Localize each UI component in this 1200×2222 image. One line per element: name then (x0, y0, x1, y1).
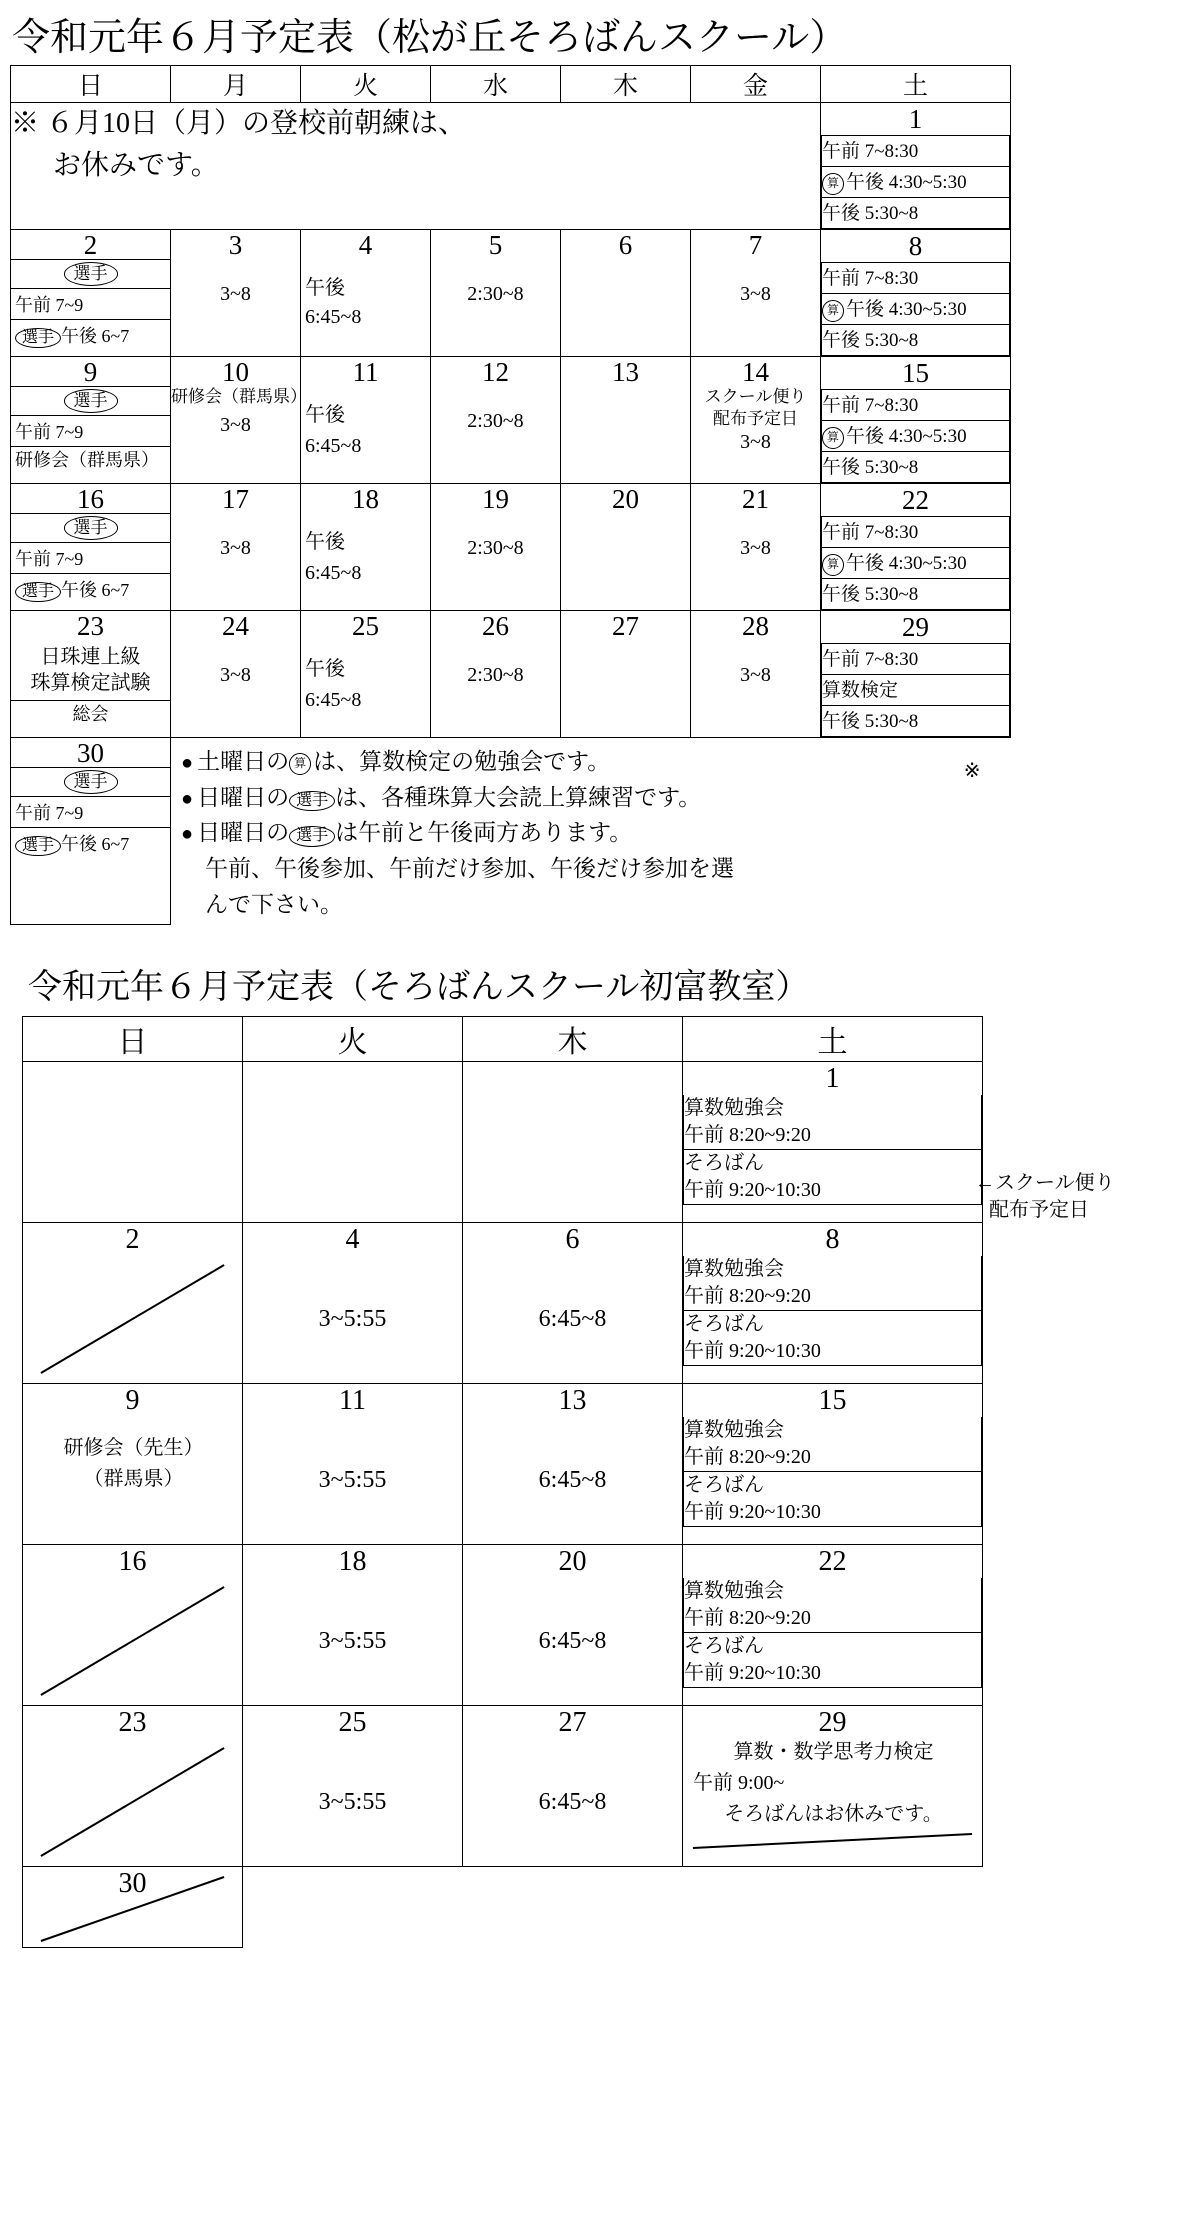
tue-4-time-2: 6:45~8 (305, 306, 362, 329)
header-sat: 土 (821, 66, 1011, 103)
sansu-badge-icon: 算 (822, 173, 844, 195)
sat-block-1 (684, 1578, 982, 1633)
calendar-one-header-row (11, 66, 1011, 103)
fri-14-note-2: 配布予定日 (713, 408, 798, 428)
notice-line-1: ※ ６月10日（月）の登校前朝練は、 (11, 108, 467, 139)
note-line-2 (181, 780, 1009, 816)
c2-sat-subgrid (683, 1095, 982, 1205)
sat-block-1-line-1: 算数勉強会 (684, 1257, 784, 1280)
wed-26-time: 2:30~8 (467, 664, 524, 687)
sat-block-1 (684, 1095, 982, 1150)
c2-sat-cell (683, 1544, 983, 1705)
sat-cell-22 (821, 484, 1011, 611)
fri-14-time: 3~8 (740, 430, 771, 453)
notes-block (171, 738, 1011, 924)
sun-9-am: 午前 7~9 (11, 415, 170, 446)
sat-block-1-line-1: 算数・数学思考力検定 (733, 1740, 934, 1763)
tue-11-time-2: 6:45~8 (305, 435, 362, 458)
header-sun: 日 (23, 1016, 243, 1061)
sat-29-subgrid (821, 643, 1010, 737)
sun-cell-16 (11, 484, 171, 611)
day-number-25: 25 (352, 611, 379, 641)
mon-24-time: 3~8 (220, 664, 251, 687)
sat-block-2-line-1: そろばん (684, 1312, 764, 1335)
day-number-13: 13 (612, 357, 639, 387)
c2-sat-cell (683, 1705, 983, 1866)
wed-12-time: 2:30~8 (467, 410, 524, 433)
fri-cell-7 (691, 230, 821, 357)
day-number: 6 (565, 1223, 580, 1255)
day-number-5: 5 (488, 230, 503, 260)
day-number: 2 (125, 1223, 140, 1255)
day-number-23: 23 (77, 611, 104, 641)
day-number: 23 (118, 1706, 147, 1738)
sat-block-1-line-2: 午前 8:20~9:20 (684, 1284, 811, 1307)
senshu-pill: 選手 (15, 328, 61, 348)
header-tue: 火 (243, 1016, 463, 1061)
sun-cell-9 (11, 357, 171, 484)
fri-7-time: 3~8 (740, 283, 771, 306)
senshu-pill: 選手 (289, 826, 335, 846)
day-number: 16 (118, 1545, 147, 1577)
sat-block-2-line-2: 午前 9:20~10:30 (684, 1339, 821, 1362)
day-number: 15 (818, 1384, 847, 1416)
tue-cell-25 (301, 611, 431, 738)
c2-sat-cell (683, 1222, 983, 1383)
sat-22-row-2-text: 午後 4:30~5:30 (846, 553, 967, 574)
calendar-two-table (22, 1016, 983, 1948)
day-number-26: 26 (482, 611, 509, 641)
note-line-3 (181, 815, 1009, 851)
wed-cell-19 (431, 484, 561, 611)
thu-cell-27 (561, 611, 691, 738)
note-2-b: は、各種珠算大会読上算練習です。 (335, 784, 702, 810)
tue-4-time-1: 午後 (305, 277, 345, 300)
day-number-11: 11 (352, 357, 379, 387)
day-number: 9 (125, 1384, 140, 1416)
header-sun: 日 (11, 66, 171, 103)
sun-note-1: 研修会（先生） (63, 1436, 204, 1459)
sat-block-2-line-1: そろばん (684, 1634, 764, 1657)
sun-23-note-3: 総会 (11, 700, 170, 728)
sat-block-1-line-2: 午前 9:00~ (693, 1771, 785, 1794)
sat-block-1-line-2: 午前 8:20~9:20 (684, 1123, 811, 1146)
thu-time: 6:45~8 (538, 1305, 607, 1332)
wed-19-time: 2:30~8 (467, 537, 524, 560)
header-tue: 火 (301, 66, 431, 103)
day-number: 18 (338, 1545, 367, 1577)
sat-8-subgrid (821, 262, 1010, 356)
day-number-30: 30 (77, 738, 104, 768)
diagonal-slash-icon (23, 1706, 242, 1866)
fri-cell-28 (691, 611, 821, 738)
calendar-two-row (23, 1383, 983, 1544)
calendar-one-week-3 (11, 357, 1011, 484)
note-3-b: は午前と午後両方あります。 (335, 820, 633, 846)
calendar-two-row (23, 1866, 983, 1947)
sat-block-1-line-1: 算数勉強会 (684, 1579, 784, 1602)
header-mon: 月 (171, 66, 301, 103)
c2-sun-cell (23, 1383, 243, 1544)
day-number-22: 22 (902, 485, 929, 515)
sat-8-row-3: 午後 5:30~8 (822, 325, 1010, 356)
senshu-pill: 選手 (15, 582, 61, 602)
mon-10-time: 3~8 (220, 413, 251, 436)
sat-15-subgrid (821, 389, 1010, 483)
sat-block-1-line-2: 午前 8:20~9:20 (684, 1606, 811, 1629)
mon-cell-10 (171, 357, 307, 484)
c2-sat-cell (683, 1383, 983, 1544)
c2-tue-cell (243, 1544, 463, 1705)
sansu-badge-icon: 算 (822, 427, 844, 449)
strikethrough-icon (683, 1706, 982, 1866)
sansu-badge-icon: 算 (822, 300, 844, 322)
sun-2-pill-1-row (11, 259, 170, 288)
sat-cell-15 (821, 357, 1011, 484)
day-number-19: 19 (482, 484, 509, 514)
sun-30-am: 午前 7~9 (11, 796, 170, 827)
tue-25-time-1: 午後 (305, 658, 345, 681)
thu-time: 6:45~8 (538, 1466, 607, 1493)
thu-cell-13 (561, 357, 691, 484)
sun-30-pm: 午後 6~7 (61, 833, 130, 854)
thu-time: 6:45~8 (538, 1627, 607, 1654)
sun-2-am: 午前 7~9 (11, 288, 170, 319)
calendar-one-week-4 (11, 484, 1011, 611)
header-fri: 金 (691, 66, 821, 103)
sat-cell-29 (821, 611, 1011, 738)
senshu-pill: 選手 (64, 770, 118, 794)
sat-block-2 (684, 1632, 982, 1687)
senshu-pill: 選手 (64, 516, 118, 540)
note-line-5: んで下さい。 (205, 891, 343, 917)
sun-note-2: （群馬県） (83, 1467, 184, 1490)
tue-time: 3~5:55 (318, 1788, 387, 1815)
header-thu: 木 (561, 66, 691, 103)
sun-30-pm-row (11, 827, 170, 858)
fri-21-time: 3~8 (740, 537, 771, 560)
c2-sat-subgrid (683, 1256, 982, 1366)
day-number-27: 27 (612, 611, 639, 641)
wed-cell-26 (431, 611, 561, 738)
side-note-line-2: 配布予定日 (989, 1198, 1089, 1221)
c2-thu-cell (463, 1222, 683, 1383)
sat-block-2 (684, 1471, 982, 1526)
senshu-pill: 選手 (64, 389, 118, 413)
mon-3-time: 3~8 (220, 283, 251, 306)
day-number: 8 (825, 1223, 840, 1255)
c2-tue-cell (243, 1222, 463, 1383)
sat-29-row-2: 算数検定 (822, 675, 1010, 706)
c2-thu-cell (463, 1705, 683, 1866)
sat-15-row-1: 午前 7~8:30 (822, 390, 1010, 421)
sat-block-2-line-2: 午前 9:20~10:30 (684, 1661, 821, 1684)
day-number-10: 10 (222, 357, 249, 387)
c2-sun-cell (23, 1705, 243, 1866)
sansu-badge-icon: 算 (822, 554, 844, 576)
sat-22-row-2 (822, 548, 1010, 579)
side-note-line-1: ←スクール便り (975, 1171, 1115, 1194)
sat-cell-1 (821, 103, 1011, 230)
calendar-one-week-5 (11, 611, 1011, 738)
calendar-one-week-2 (11, 230, 1011, 357)
tue-cell-4 (301, 230, 431, 357)
day-number: 1 (825, 1062, 840, 1094)
c2-empty-cell (683, 1866, 983, 1947)
sat-8-row-2 (822, 294, 1010, 325)
calendar-two-row (23, 1222, 983, 1383)
sat-block-2-line-2: 午前 9:20~10:30 (684, 1178, 821, 1201)
day-number-8: 8 (908, 231, 923, 261)
note-1-a: 土曜日の (197, 749, 290, 774)
c2-thu-cell (463, 1383, 683, 1544)
calendar-one-section (0, 0, 1200, 925)
day-number-4: 4 (358, 230, 373, 260)
senshu-pill: 選手 (289, 791, 335, 811)
header-sat: 土 (683, 1016, 983, 1061)
day-number-21: 21 (742, 484, 769, 514)
school-letter-side-note (975, 1170, 1115, 1224)
c2-sat-cell (683, 1061, 983, 1222)
sat-cell-8 (821, 230, 1011, 357)
fri-14-note-1: スクール便り (704, 387, 807, 407)
tue-cell-11 (301, 357, 431, 484)
calendar-two-section (0, 925, 1200, 1948)
sansu-badge-icon: 算 (289, 753, 311, 775)
sat-8-row-1: 午前 7~8:30 (822, 263, 1010, 294)
note-2-a: 日曜日の (197, 784, 290, 810)
tue-time: 3~5:55 (318, 1466, 387, 1493)
sun-16-pm: 午後 6~7 (61, 579, 130, 600)
calendar-one-week-1 (11, 103, 1011, 230)
c2-sun-cell (23, 1061, 243, 1222)
day-number-7: 7 (748, 230, 763, 260)
thu-cell-6 (561, 230, 691, 357)
day-number-16: 16 (77, 484, 104, 514)
thu-time: 6:45~8 (538, 1788, 607, 1815)
sat-1-row-2-text: 午後 4:30~5:30 (846, 172, 967, 193)
calendar-one-notes (171, 738, 1011, 925)
sat-29-row-1: 午前 7~8:30 (822, 644, 1010, 675)
wed-cell-12 (431, 357, 561, 484)
sat-22-row-1: 午前 7~8:30 (822, 517, 1010, 548)
calendar-one-table (10, 65, 1011, 925)
sun-9-note: 研修会（群馬県） (11, 446, 170, 474)
sun-23-note-2: 珠算検定試験 (30, 672, 151, 695)
calendar-one-title: 令和元年６月予定表（松が丘そろばんスクール） (12, 17, 848, 59)
day-number-28: 28 (742, 611, 769, 641)
sat-block-1 (684, 1256, 982, 1311)
sun-30-pill-row (11, 767, 170, 796)
calendar-two-row (23, 1705, 983, 1866)
sat-block-1-line-1: 算数勉強会 (684, 1418, 784, 1441)
c2-thu-cell (463, 1061, 683, 1222)
day-number-24: 24 (222, 611, 249, 641)
sat-1-row-2 (822, 167, 1010, 198)
sat-block-1-line-1: 算数勉強会 (684, 1096, 784, 1119)
sat-15-row-2-text: 午後 4:30~5:30 (846, 426, 967, 447)
sun-16-pm-row (11, 573, 170, 604)
diagonal-slash-icon (23, 1223, 242, 1383)
day-number-15: 15 (902, 358, 929, 388)
sat-block-2 (684, 1310, 982, 1365)
thu-cell-20 (561, 484, 691, 611)
note-line-1 (181, 744, 1009, 780)
day-number-20: 20 (612, 484, 639, 514)
tue-25-time-2: 6:45~8 (305, 689, 362, 712)
senshu-pill: 選手 (64, 262, 118, 286)
sat-1-row-3: 午後 5:30~8 (822, 198, 1010, 229)
notice-line-2: お休みです。 (53, 150, 219, 181)
sun-16-am: 午前 7~9 (11, 542, 170, 573)
sat-1-subgrid (821, 135, 1010, 229)
day-number-6: 6 (618, 230, 633, 260)
sat-block-2-line-1: そろばんはお休みです。 (724, 1802, 943, 1825)
note-line-4: 午前、午後参加、午前だけ参加、午後だけ参加を選 (205, 855, 734, 881)
calendar-two-header-row (23, 1016, 983, 1061)
c2-tue-cell (243, 1061, 463, 1222)
bullet-icon: ● (181, 823, 194, 846)
mon-cell-3 (171, 230, 301, 357)
c2-thu-cell (463, 1544, 683, 1705)
note-1-b: は、算数検定の勉強会です。 (313, 749, 611, 774)
day-number: 11 (339, 1384, 366, 1416)
day-number-12: 12 (482, 357, 509, 387)
header-thu: 木 (463, 1016, 683, 1061)
c2-sun-cell (23, 1544, 243, 1705)
note-3-a: 日曜日の (197, 820, 290, 846)
c2-sun-cell (23, 1866, 243, 1947)
mon-cell-17 (171, 484, 301, 611)
tue-time: 3~5:55 (318, 1627, 387, 1654)
diagonal-slash-icon (23, 1545, 242, 1705)
wed-cell-5 (431, 230, 561, 357)
calendar-one-week-6 (11, 738, 1011, 925)
fri-cell-14 (691, 357, 821, 484)
calendar-two-row (23, 1061, 983, 1222)
c2-sat-subgrid (683, 1417, 982, 1527)
mon-cell-24 (171, 611, 301, 738)
c2-empty-cell (243, 1866, 463, 1947)
day-number: 20 (558, 1545, 587, 1577)
sat-block-2-line-1: そろばん (684, 1151, 764, 1174)
sun-cell-2 (11, 230, 171, 357)
calendar-two-title: 令和元年６月予定表（そろばんスクール初富教室） (28, 968, 810, 1006)
day-number: 30 (118, 1867, 147, 1899)
day-number-17: 17 (222, 484, 249, 514)
sat-15-row-2 (822, 421, 1010, 452)
bullet-icon: ● (181, 787, 194, 810)
fri-28-time: 3~8 (740, 664, 771, 687)
sat-1-row-1: 午前 7~8:30 (822, 136, 1010, 167)
sun-23-note-1: 日珠連上級 (40, 646, 141, 669)
day-number-14: 14 (742, 357, 769, 387)
header-wed: 水 (431, 66, 561, 103)
sat-block-2 (684, 1149, 982, 1204)
diagonal-slash-icon (23, 1867, 242, 1947)
sat-block-2-line-1: そろばん (684, 1473, 764, 1496)
wed-5-time: 2:30~8 (467, 283, 524, 306)
sat-22-row-3: 午後 5:30~8 (822, 579, 1010, 610)
tue-18-time-1: 午後 (305, 531, 345, 554)
c2-sun-cell (23, 1222, 243, 1383)
sat-15-row-3: 午後 5:30~8 (822, 452, 1010, 483)
tue-cell-18 (301, 484, 431, 611)
sun-2-pm-row (11, 319, 170, 350)
day-number-2: 2 (83, 230, 98, 260)
day-number: 4 (345, 1223, 360, 1255)
day-number-9: 9 (83, 357, 98, 387)
c2-sat-subgrid (683, 1578, 982, 1688)
sat-8-row-2-text: 午後 4:30~5:30 (846, 299, 967, 320)
calendar-two-row (23, 1544, 983, 1705)
sun-cell-30 (11, 738, 171, 925)
sat-29-row-3: 午後 5:30~8 (822, 706, 1010, 737)
tue-time: 3~5:55 (318, 1305, 387, 1332)
senshu-pill: 選手 (15, 836, 61, 856)
day-number-1: 1 (908, 104, 923, 134)
fri-cell-21 (691, 484, 821, 611)
sat-block-2-line-2: 午前 9:20~10:30 (684, 1500, 821, 1523)
sun-9-pill-row (11, 386, 170, 415)
sat-22-subgrid (821, 516, 1010, 610)
sun-16-pill-row (11, 513, 170, 542)
day-number-3: 3 (228, 230, 243, 260)
day-number-18: 18 (352, 484, 379, 514)
day-number: 22 (818, 1545, 847, 1577)
bullet-icon: ● (181, 752, 194, 774)
day-number: 29 (818, 1706, 847, 1738)
notes-asterisk: ※ (963, 760, 981, 782)
sun-2-pm: 午後 6~7 (61, 325, 130, 346)
day-number: 13 (558, 1384, 587, 1416)
sat-block-1 (684, 1417, 982, 1472)
notice-cell (11, 103, 821, 230)
day-number: 27 (558, 1706, 587, 1738)
c2-empty-cell (463, 1866, 683, 1947)
sat-block-1-line-2: 午前 8:20~9:20 (684, 1445, 811, 1468)
sun-cell-23 (11, 611, 171, 738)
c2-tue-cell (243, 1383, 463, 1544)
tue-11-time-1: 午後 (305, 404, 345, 427)
day-number: 25 (338, 1706, 367, 1738)
day-number-29: 29 (902, 612, 929, 642)
mon-17-time: 3~8 (220, 537, 251, 560)
tue-18-time-2: 6:45~8 (305, 562, 362, 585)
mon-10-note: 研修会（群馬県） (171, 387, 307, 407)
c2-tue-cell (243, 1705, 463, 1866)
